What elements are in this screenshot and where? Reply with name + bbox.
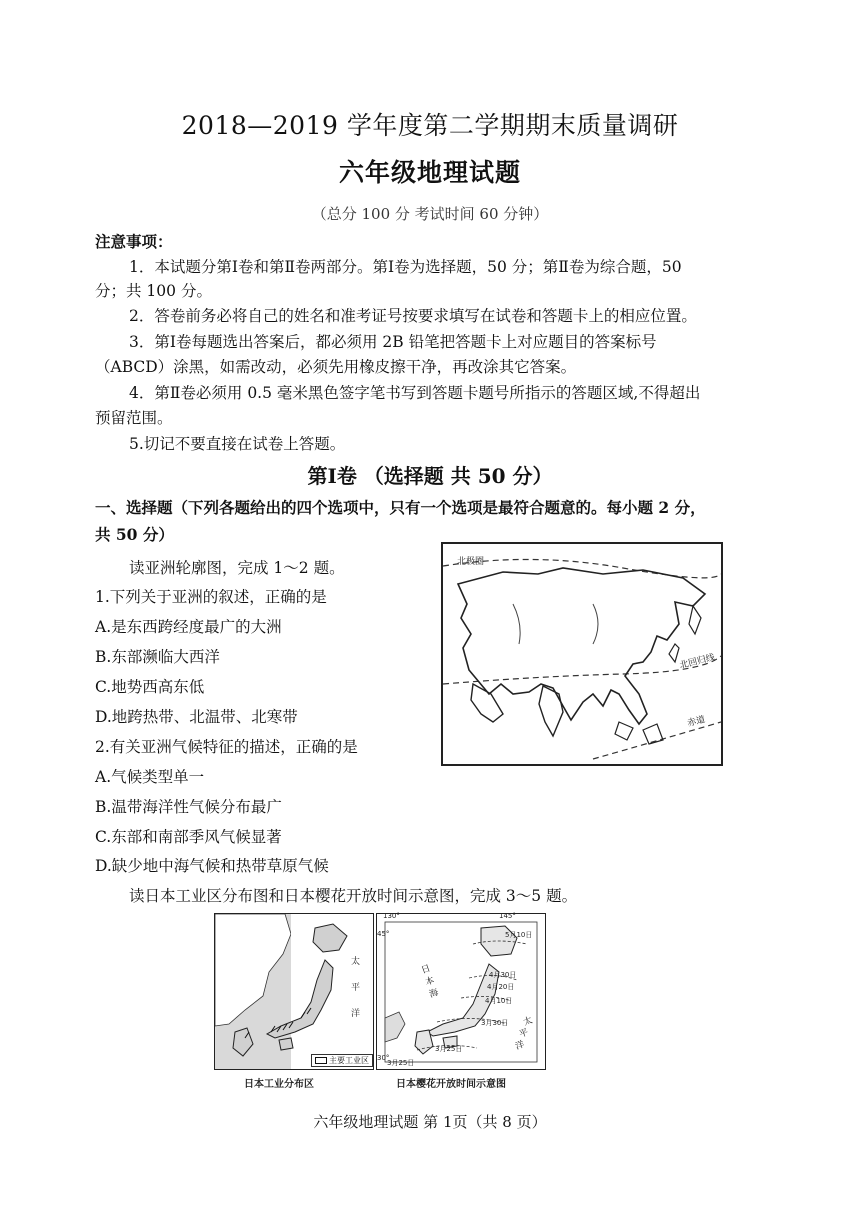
notice-item: 3．第Ⅰ卷每题选出答案后，都必须用 2B 铅笔把答题卡上对应题目的答案标号 [129, 333, 657, 351]
q1-option-a: A.是东西跨经度最广的大洲 [95, 618, 282, 636]
ocean-label-char: 太 [351, 957, 361, 967]
q1-option-c: C.地势西高东低 [95, 678, 205, 696]
asia-outline-map [441, 542, 723, 766]
lat-label: 30° [377, 1054, 390, 1062]
ocean-label-char: 太 [522, 1015, 534, 1029]
japan-industry-caption: 日本工业分布区 [244, 1079, 314, 1090]
tropic-of-cancer-label: 北回归线 [678, 652, 717, 672]
q1-option-b: B.东部濒临大西洋 [95, 648, 220, 666]
exam-meta: （总分 100 分 考试时间 60 分钟） [311, 205, 549, 223]
page-footer: 六年级地理试题 第 1页（共 8 页） [313, 1113, 547, 1131]
question-2: 2.有关亚洲气候特征的描述，正确的是 [95, 738, 358, 756]
q2-option-c: C.东部和南部季风气候显著 [95, 828, 282, 846]
japan-sakura-caption: 日本樱花开放时间示意图 [396, 1079, 506, 1090]
part-heading: 一、选择题（下列各题给出的四个选项中，只有一个选项是最符合题意的。每小题 2 分， [95, 498, 706, 517]
question-1: 1.下列关于亚洲的叙述，正确的是 [95, 588, 327, 606]
sakura-date: 5月10日 [505, 931, 533, 939]
industry-legend [311, 1054, 373, 1067]
sea-label-char: 日 [420, 963, 432, 977]
sea-label-char: 海 [428, 987, 440, 1001]
sakura-date: 3月25日 [435, 1045, 463, 1053]
notice-item: 5.切记不要直接在试卷上答题。 [129, 435, 346, 453]
q2-option-a: A.气候类型单一 [95, 768, 205, 786]
sakura-date: 4月30日 [489, 971, 517, 979]
asia-map-drawing [443, 544, 721, 764]
notice-item: 4．第Ⅱ卷必须用 0.5 毫米黑色签字笔书写到答题卡题号所指示的答题区域,不得超出 [129, 384, 701, 402]
industry-legend-swatch [315, 1057, 327, 1064]
japan-industry-map [214, 913, 374, 1070]
industry-legend-label: 主要工业区 [329, 1056, 369, 1065]
ocean-label-char: 洋 [351, 1009, 361, 1019]
equator-label: 赤道 [686, 714, 707, 729]
japan-sakura-map [376, 913, 546, 1070]
lat-label: 45° [377, 930, 390, 938]
exam-header-title: 2018—2019 学年度第二学期期末质量调研 [181, 111, 679, 140]
notice-item: 分；共 100 分。 [95, 282, 212, 300]
japan-intro: 读日本工业区分布图和日本樱花开放时间示意图，完成 3～5 题。 [129, 887, 578, 905]
ocean-label-char: 平 [351, 983, 361, 993]
sakura-date: 3月30日 [481, 1019, 509, 1027]
notice-item: 预留范围。 [95, 409, 173, 427]
section-title: 第Ⅰ卷 （选择题 共 50 分） [307, 464, 553, 488]
sakura-date: 3月25日 [387, 1059, 415, 1067]
lon-label: 145° [499, 912, 516, 920]
ocean-label-char: 洋 [514, 1039, 526, 1053]
q1-option-d: D.地跨热带、北温带、北寒带 [95, 708, 298, 726]
japan-industry-drawing [215, 914, 373, 1069]
notice-heading: 注意事项： [95, 232, 173, 251]
q2-option-d: D.缺少地中海气候和热带草原气候 [95, 857, 329, 875]
exam-subject-title: 六年级地理试题 [338, 158, 521, 187]
sakura-date: 4月10日 [485, 997, 513, 1005]
notice-item: （ABCD）涂黑，如需改动，必须先用橡皮擦干净，再改涂其它答案。 [95, 358, 577, 376]
q2-option-b: B.温带海洋性气候分布最广 [95, 798, 282, 816]
ocean-label-char: 平 [518, 1027, 530, 1041]
part-heading-cont: 共 50 分） [95, 525, 174, 544]
notice-item: 2．答卷前务必将自己的姓名和准考证号按要求填写在试卷和答题卡上的相应位置。 [129, 307, 697, 325]
lon-label: 130° [383, 912, 400, 920]
asia-intro: 读亚洲轮廓图，完成 1～2 题。 [129, 559, 345, 577]
notice-item: 1．本试题分第Ⅰ卷和第Ⅱ卷两部分。第Ⅰ卷为选择题，50 分；第Ⅱ卷为综合题，50 [129, 258, 682, 276]
sea-label-char: 本 [424, 975, 436, 989]
sakura-date: 4月20日 [487, 983, 515, 991]
arctic-circle-label: 北极圈 [457, 557, 485, 567]
